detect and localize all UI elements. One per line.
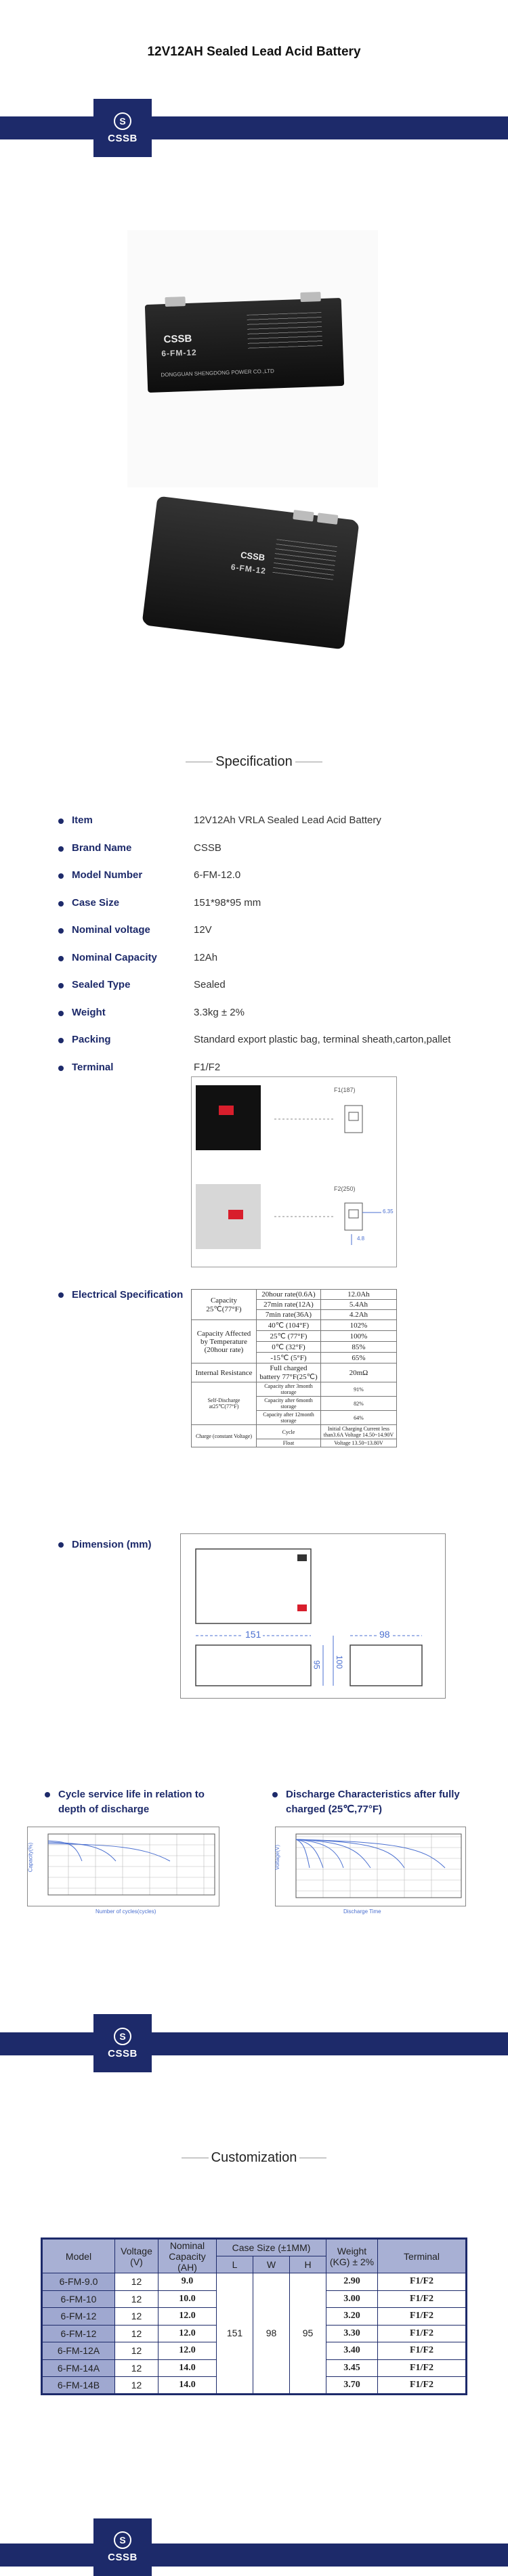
discharge-label: Discharge Characteristics after fully charged (25℃,77°F) bbox=[286, 1787, 462, 1817]
table-row: 6-FM-12A 12 12.0 3.40 F1/F2 bbox=[42, 2342, 467, 2360]
cycle-life-chart bbox=[27, 1827, 219, 1915]
terminal-label-f1: F1(187) bbox=[334, 1087, 356, 1093]
cycle-life-chart-svg bbox=[28, 1827, 220, 1907]
dimension-label: Dimension (mm) bbox=[58, 1539, 152, 1550]
dimension-length: 151 bbox=[243, 1629, 263, 1640]
battery-brand-2: CSSB bbox=[240, 549, 266, 563]
dimension-height: 95 bbox=[312, 1660, 322, 1669]
bullet-icon bbox=[58, 818, 64, 824]
spec-row: Nominal voltage 12V bbox=[58, 924, 451, 952]
logo-s-icon: S bbox=[114, 2028, 131, 2045]
bullet-icon bbox=[58, 1011, 64, 1016]
discharge-xlabel: Discharge Time bbox=[343, 1908, 381, 1915]
battery-image-front bbox=[145, 298, 344, 393]
customization-heading: Customization bbox=[0, 2150, 508, 2166]
terminal-label-f2: F2(250) bbox=[334, 1185, 356, 1192]
table-row: 6-FM-10 12 10.0 3.00 F1/F2 bbox=[42, 2290, 467, 2308]
battery-model-2: 6-FM-12 bbox=[230, 562, 267, 576]
spec-row: Nominal Capacity 12Ah bbox=[58, 952, 451, 980]
electrical-spec-label: Electrical Specification bbox=[58, 1289, 183, 1301]
logo-text: CSSB bbox=[108, 2552, 137, 2563]
bullet-icon bbox=[58, 873, 64, 879]
battery-brand: CSSB bbox=[163, 332, 192, 346]
spec-row: Weight 3.3kg ± 2% bbox=[58, 1007, 451, 1034]
dimension-drawing bbox=[180, 1533, 446, 1699]
logo-text: CSSB bbox=[108, 132, 137, 144]
bullet-icon bbox=[58, 846, 64, 852]
bullet-icon bbox=[272, 1792, 278, 1797]
spec-row: Terminal F1/F2 bbox=[58, 1062, 451, 1089]
terminal-dim-b: 4.8 bbox=[357, 1236, 365, 1242]
logo-text: CSSB bbox=[108, 2047, 137, 2059]
bullet-icon bbox=[58, 983, 64, 988]
dimension-width: 98 bbox=[377, 1629, 392, 1640]
spec-row: Brand Name CSSB bbox=[58, 842, 451, 870]
specification-heading: Specification bbox=[0, 754, 508, 770]
divider-band bbox=[0, 2032, 508, 2055]
battery-model: 6-FM-12 bbox=[161, 347, 197, 359]
brand-logo bbox=[93, 2518, 152, 2576]
discharge-chart-svg bbox=[276, 1827, 467, 1907]
bullet-icon bbox=[58, 1292, 64, 1298]
spec-list bbox=[58, 814, 451, 1089]
battery-image-angle-2 bbox=[144, 498, 360, 650]
bullet-icon bbox=[45, 1792, 50, 1797]
page-title: 12V12AH Sealed Lead Acid Battery bbox=[147, 45, 361, 59]
spec-row: Item 12V12Ah VRLA Sealed Lead Acid Battery bbox=[58, 814, 451, 842]
discharge-ylabel: Voltage(V) bbox=[274, 1844, 281, 1871]
logo-s-icon: S bbox=[114, 2531, 131, 2549]
terminal-dim-a: 6.35 bbox=[383, 1208, 394, 1215]
cycle-xlabel: Number of cycles(cycles) bbox=[96, 1908, 156, 1915]
dimension-schematic bbox=[181, 1534, 446, 1699]
header-band bbox=[0, 116, 508, 139]
cycle-ylabel: Capacity(%) bbox=[27, 1842, 34, 1873]
bullet-icon bbox=[58, 1066, 64, 1071]
customization-table: Model Voltage (V) Nominal Capacity (AH) Case Size (±1MM) Weight (KG) ± 2% Terminal L W H 6-FM-9.0 12 9.0 151 98 95 2.90 F1/F2 6-FM-10 12 10.0 3.00 F1/F2 6-FM-12 12 12.0 3.20 F1/F2 6-FM-12 12 12.0 3.30 F1/F2 6-FM-12A 12 12.0 3.40 F1/F2 6-FM-14A 12 14.0 3.45 F1/F2 6-FM-14B 12 14.0 3.70 F1/F2 bbox=[41, 2237, 467, 2395]
cycle-life-label: Cycle service life in relation to depth of discharge bbox=[58, 1787, 221, 1817]
table-row: 6-FM-12 12 12.0 3.20 F1/F2 bbox=[42, 2308, 467, 2326]
logo-s-icon: S bbox=[114, 112, 131, 130]
bullet-icon bbox=[58, 1542, 64, 1548]
spec-row: Case Size 151*98*95 mm bbox=[58, 897, 451, 925]
battery-maker: DONGGUAN SHENGDONG POWER CO.,LTD bbox=[161, 368, 274, 378]
terminal-schematic bbox=[192, 1077, 398, 1268]
table-row: 6-FM-9.0 12 9.0 151 98 95 2.90 F1/F2 bbox=[42, 2273, 467, 2291]
bullet-icon bbox=[58, 1038, 64, 1043]
table-row: 6-FM-14B 12 14.0 3.70 F1/F2 bbox=[42, 2377, 467, 2395]
spec-row: Model Number 6-FM-12.0 bbox=[58, 869, 451, 897]
spec-row: Sealed Type Sealed bbox=[58, 979, 451, 1007]
bullet-icon bbox=[58, 901, 64, 907]
dimension-total-height: 100 bbox=[335, 1655, 345, 1669]
discharge-chart bbox=[274, 1827, 466, 1915]
bullet-icon bbox=[58, 928, 64, 934]
footer-band bbox=[0, 2544, 508, 2567]
electrical-spec-table: Capacity 25℃(77°F) 20hour rate(0.6A) 12.0Ah 27min rate(12A) 5.4Ah 7min rate(36A) 4.2Ah Capacity Affected by Temperature (20hour rate) 40℃ (104°F) 102% 25℃ (77°F) 100% 0℃ (32°F) 85% -15℃ (5°F) 65% Internal Resistance Full charged battery 77°F(25℃) 20mΩ Self-Discharge at25℃(77°F) Capacity after 3month storage 91% Capacity after 6month storage 82% Capacity after 12month storage 64% Charge (constant Voltage) Cycle Initial Charging Current less than3.6A Voltage 14.50~14.90V Float Voltage 13.50~13.80V bbox=[191, 1289, 397, 1447]
brand-logo bbox=[93, 2014, 152, 2072]
table-row: 6-FM-14A 12 14.0 3.45 F1/F2 bbox=[42, 2359, 467, 2377]
brand-logo bbox=[93, 99, 152, 157]
terminal-drawing bbox=[191, 1076, 397, 1267]
bullet-icon bbox=[58, 956, 64, 961]
spec-row: Packing Standard export plastic bag, terminal sheath,carton,pallet bbox=[58, 1034, 451, 1062]
product-photo bbox=[127, 230, 378, 487]
table-row: 6-FM-12 12 12.0 3.30 F1/F2 bbox=[42, 2325, 467, 2342]
